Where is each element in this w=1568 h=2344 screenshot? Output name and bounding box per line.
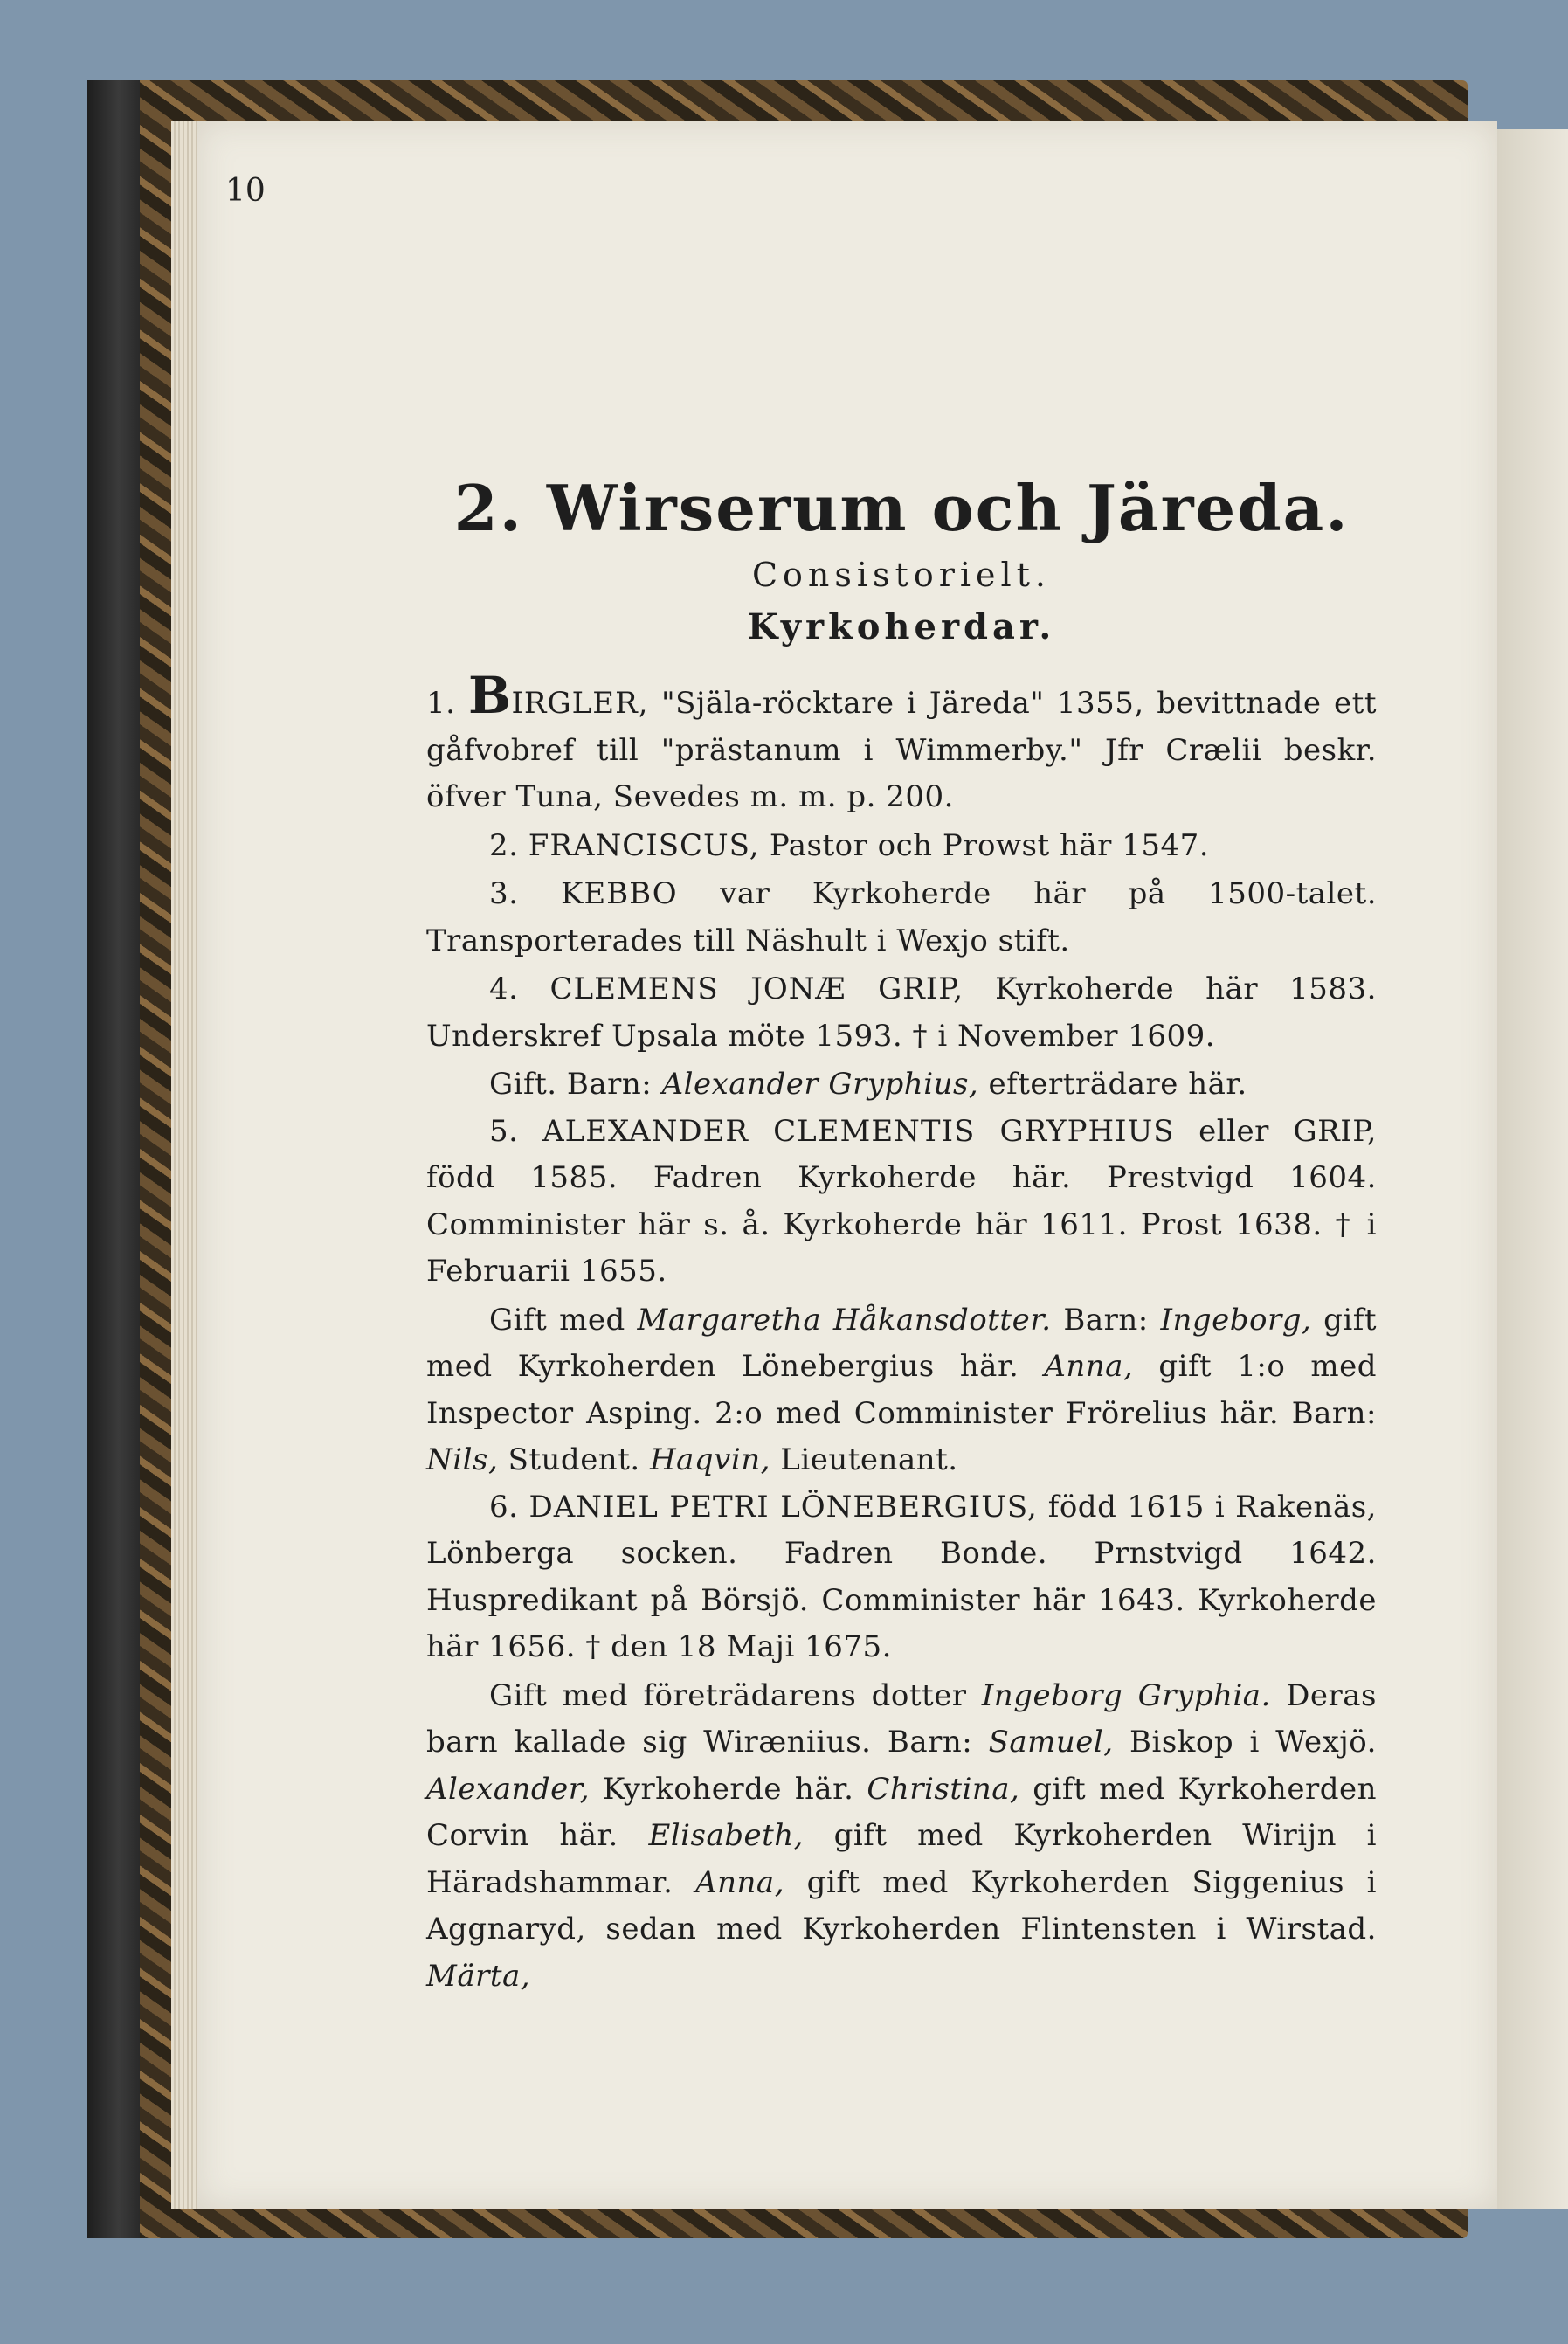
family-name-italic: Anna, <box>1044 1349 1134 1384</box>
entry-4-family <box>426 1061 1377 1109</box>
family-text: Student. <box>498 1442 650 1477</box>
subheading-kyrkoherdar: Kyrkoherdar. <box>747 606 1056 647</box>
entry-text: född 1615 i Rakenäs, Lönberga socken. Fadren Bonde. Prnstvigd 1642. Huspredikant på Börsjö. Comminister här 1643. Kyrkoherde här 1656. † den 18 Maji 1675. <box>426 1489 1377 1664</box>
entry-text: Kyrkoherde här 1583. Underskref Upsala möte 1593. † i November 1609. <box>426 971 1377 1054</box>
family-name-italic: Anna, <box>695 1864 785 1900</box>
family-text: gift med Kyrkoherden Siggenius i Aggnaryd, sedan med Kyrkoherden Flintensten i Wirstad. <box>426 1864 1377 1946</box>
family-text: Lieutenant. <box>770 1442 958 1477</box>
entry-1 <box>426 666 1377 821</box>
entry-text: eller GRIP, född 1585. Fadren Kyrkoherde här. Prestvigd 1604. Comminister här s. å. Kyrkoherde här 1611. Prost 1638. † i Februarii 1655. <box>426 1113 1377 1289</box>
entry-name: IRGLER, <box>511 686 649 721</box>
family-name-italic: Christina, <box>867 1771 1020 1807</box>
family-name-italic: Ingeborg, <box>1160 1302 1312 1338</box>
family-text: gift 1:o med Inspector Asping. 2:o med Comminister Frörelius här. Barn: <box>426 1349 1377 1431</box>
family-text: Deras barn kallade sig Wiræniius. Barn: <box>426 1677 1377 1760</box>
entry-number: 3. <box>489 876 519 911</box>
family-name-italic: Alexander Gryphius, <box>661 1067 979 1102</box>
family-text: efterträdare här. <box>978 1067 1247 1102</box>
entry-name: DANIEL PETRI LÖNEBERGIUS, <box>528 1489 1038 1525</box>
entry-number: 2. <box>489 827 519 863</box>
entry-4 <box>426 966 1377 1060</box>
family-text: Kyrkoherde här. <box>590 1771 867 1807</box>
entry-5 <box>426 1109 1377 1296</box>
family-text: Gift med <box>489 1302 638 1338</box>
drop-cap: B <box>467 666 512 725</box>
family-name-italic: Ingeborg Gryphia. <box>981 1677 1271 1713</box>
entry-6 <box>426 1484 1377 1671</box>
family-name-italic: Alexander, <box>426 1771 591 1807</box>
family-text: Barn: <box>1051 1302 1161 1338</box>
entry-name: FRANCISCUS, <box>528 827 760 863</box>
family-name-italic: Elisabeth, <box>648 1818 804 1853</box>
entry-number: 6. <box>489 1489 519 1525</box>
entry-name: CLEMENS JONÆ GRIP, <box>549 971 964 1006</box>
page-number: 10 <box>225 173 266 209</box>
entry-text: var Kyrkoherde här på 1500-talet. Transporterades till Näshult i Wexjo stift. <box>426 876 1378 958</box>
family-text: Biskop i Wexjö. <box>1113 1725 1377 1760</box>
section-heading: 2. Wirserum och Järeda. <box>453 471 1350 545</box>
entry-2 <box>426 823 1377 870</box>
entry-name: KEBBO <box>560 876 678 911</box>
page-edges <box>171 121 199 2209</box>
family-text: gift med Kyrkoherden Corvin här. <box>426 1771 1377 1853</box>
family-name-italic: Märta, <box>426 1958 531 1994</box>
entry-6-family <box>426 1673 1377 2001</box>
subheading-consistoriet: Consistorielt. <box>751 556 1052 594</box>
family-name-italic: Haqvin, <box>650 1442 770 1477</box>
entry-name: ALEXANDER CLEMENTIS GRYPHIUS <box>542 1113 1175 1149</box>
family-text: Gift. Barn: <box>489 1067 662 1102</box>
entry-number: 1. <box>426 686 456 721</box>
book-spine <box>87 80 140 2238</box>
family-text: Gift med företrädarens dotter <box>489 1677 982 1713</box>
family-name-italic: Nils, <box>426 1442 499 1477</box>
entry-number: 5. <box>489 1113 519 1149</box>
family-text: gift med Kyrkoherden Wirijn i Häradshammar. <box>426 1818 1378 1900</box>
family-text: gift med Kyrkoherden Lönebergius här. <box>426 1302 1377 1384</box>
entry-3 <box>426 871 1377 965</box>
entry-number: 4. <box>489 971 519 1006</box>
entry-text: Pastor och Prowst här 1547. <box>759 827 1210 863</box>
entry-5-family <box>426 1297 1377 1484</box>
family-name-italic: Samuel, <box>988 1725 1114 1760</box>
facing-page-edge <box>1495 129 1568 2209</box>
page-text <box>426 472 1377 2000</box>
family-name-italic: Margaretha Håkansdotter. <box>637 1302 1052 1338</box>
entry-text: "Själa-röcktare i Järeda" 1355, bevittnade ett gåfvobref till "prästanum i Wimmerby." Jfr Crælii beskr. öfver Tuna, Sevedes m. m. p. 200. <box>426 686 1377 814</box>
